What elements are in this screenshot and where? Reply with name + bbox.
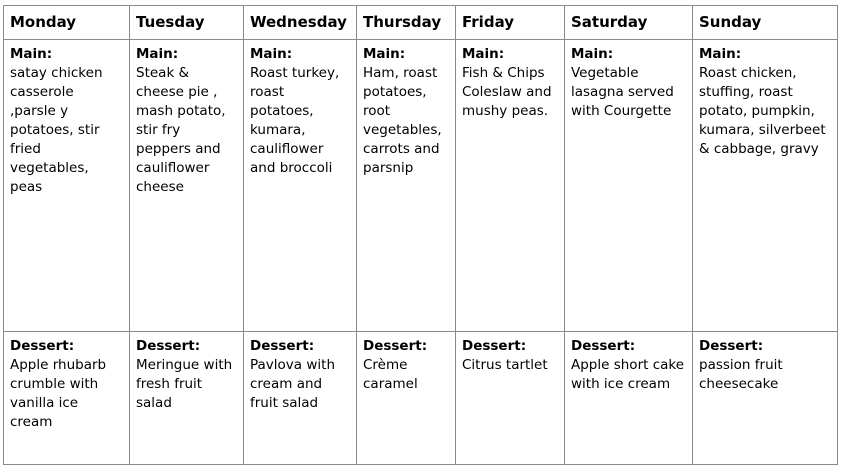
day-header-friday: Friday	[456, 6, 565, 40]
day-header-wednesday: Wednesday	[244, 6, 357, 40]
dessert-row	[4, 332, 838, 465]
dessert-text-sunday: passion fruit cheesecake	[699, 357, 783, 392]
main-text-saturday: Vegetable lasagna served with Courgette	[571, 65, 674, 119]
main-label: Main:	[363, 46, 406, 62]
dessert-text-tuesday: Meringue with fresh fruit salad	[136, 357, 233, 411]
main-label: Main:	[136, 46, 179, 62]
day-header-row	[4, 6, 838, 40]
dessert-label: Dessert:	[136, 338, 201, 354]
main-text-monday: satay chicken casserole ,parsle y potatoes, stir fried vegetables, peas	[10, 65, 103, 195]
dessert-cell-sunday	[693, 332, 838, 465]
main-text-friday: Fish & Chips Coleslaw and mushy peas.	[462, 65, 552, 119]
dessert-cell-wednesday	[244, 332, 357, 465]
dessert-cell-saturday	[565, 332, 693, 465]
main-cell-monday	[4, 40, 130, 332]
day-header-saturday: Saturday	[565, 6, 693, 40]
dessert-label: Dessert:	[699, 338, 764, 354]
dessert-cell-thursday	[357, 332, 456, 465]
main-cell-wednesday	[244, 40, 357, 332]
main-course-row	[4, 40, 838, 332]
main-label: Main:	[571, 46, 614, 62]
main-label: Main:	[250, 46, 293, 62]
dessert-text-wednesday: Pavlova with cream and fruit salad	[250, 357, 336, 411]
main-cell-friday	[456, 40, 565, 332]
main-text-thursday: Ham, roast potatoes, root vegetables, carrots and parsnip	[363, 65, 442, 176]
main-cell-tuesday	[130, 40, 244, 332]
main-label: Main:	[699, 46, 742, 62]
dessert-text-saturday: Apple short cake with ice cream	[571, 357, 685, 392]
main-cell-thursday	[357, 40, 456, 332]
day-header-monday: Monday	[4, 6, 130, 40]
dessert-text-friday: Citrus tartlet	[462, 357, 548, 373]
main-text-tuesday: Steak & cheese pie , mash potato, stir fry peppers and cauliflower cheese	[136, 65, 226, 195]
dessert-cell-monday	[4, 332, 130, 465]
main-cell-sunday	[693, 40, 838, 332]
main-cell-saturday	[565, 40, 693, 332]
dessert-label: Dessert:	[250, 338, 315, 354]
dessert-label: Dessert:	[571, 338, 636, 354]
main-label: Main:	[462, 46, 505, 62]
day-header-thursday: Thursday	[357, 6, 456, 40]
weekly-menu-table	[3, 5, 838, 465]
dessert-cell-friday	[456, 332, 565, 465]
main-text-sunday: Roast chicken, stuffing, roast potato, pumpkin, kumara, silverbeet & cabbage, gravy	[699, 65, 826, 157]
dessert-label: Dessert:	[462, 338, 527, 354]
main-text-wednesday: Roast turkey, roast potatoes, kumara, cauliflower and broccoli	[250, 65, 340, 176]
dessert-text-thursday: Crème caramel	[363, 357, 418, 392]
dessert-label: Dessert:	[10, 338, 75, 354]
main-label: Main:	[10, 46, 53, 62]
day-header-sunday: Sunday	[693, 6, 838, 40]
dessert-label: Dessert:	[363, 338, 428, 354]
day-header-tuesday: Tuesday	[130, 6, 244, 40]
dessert-text-monday: Apple rhubarb crumble with vanilla ice cream	[10, 357, 107, 430]
dessert-cell-tuesday	[130, 332, 244, 465]
